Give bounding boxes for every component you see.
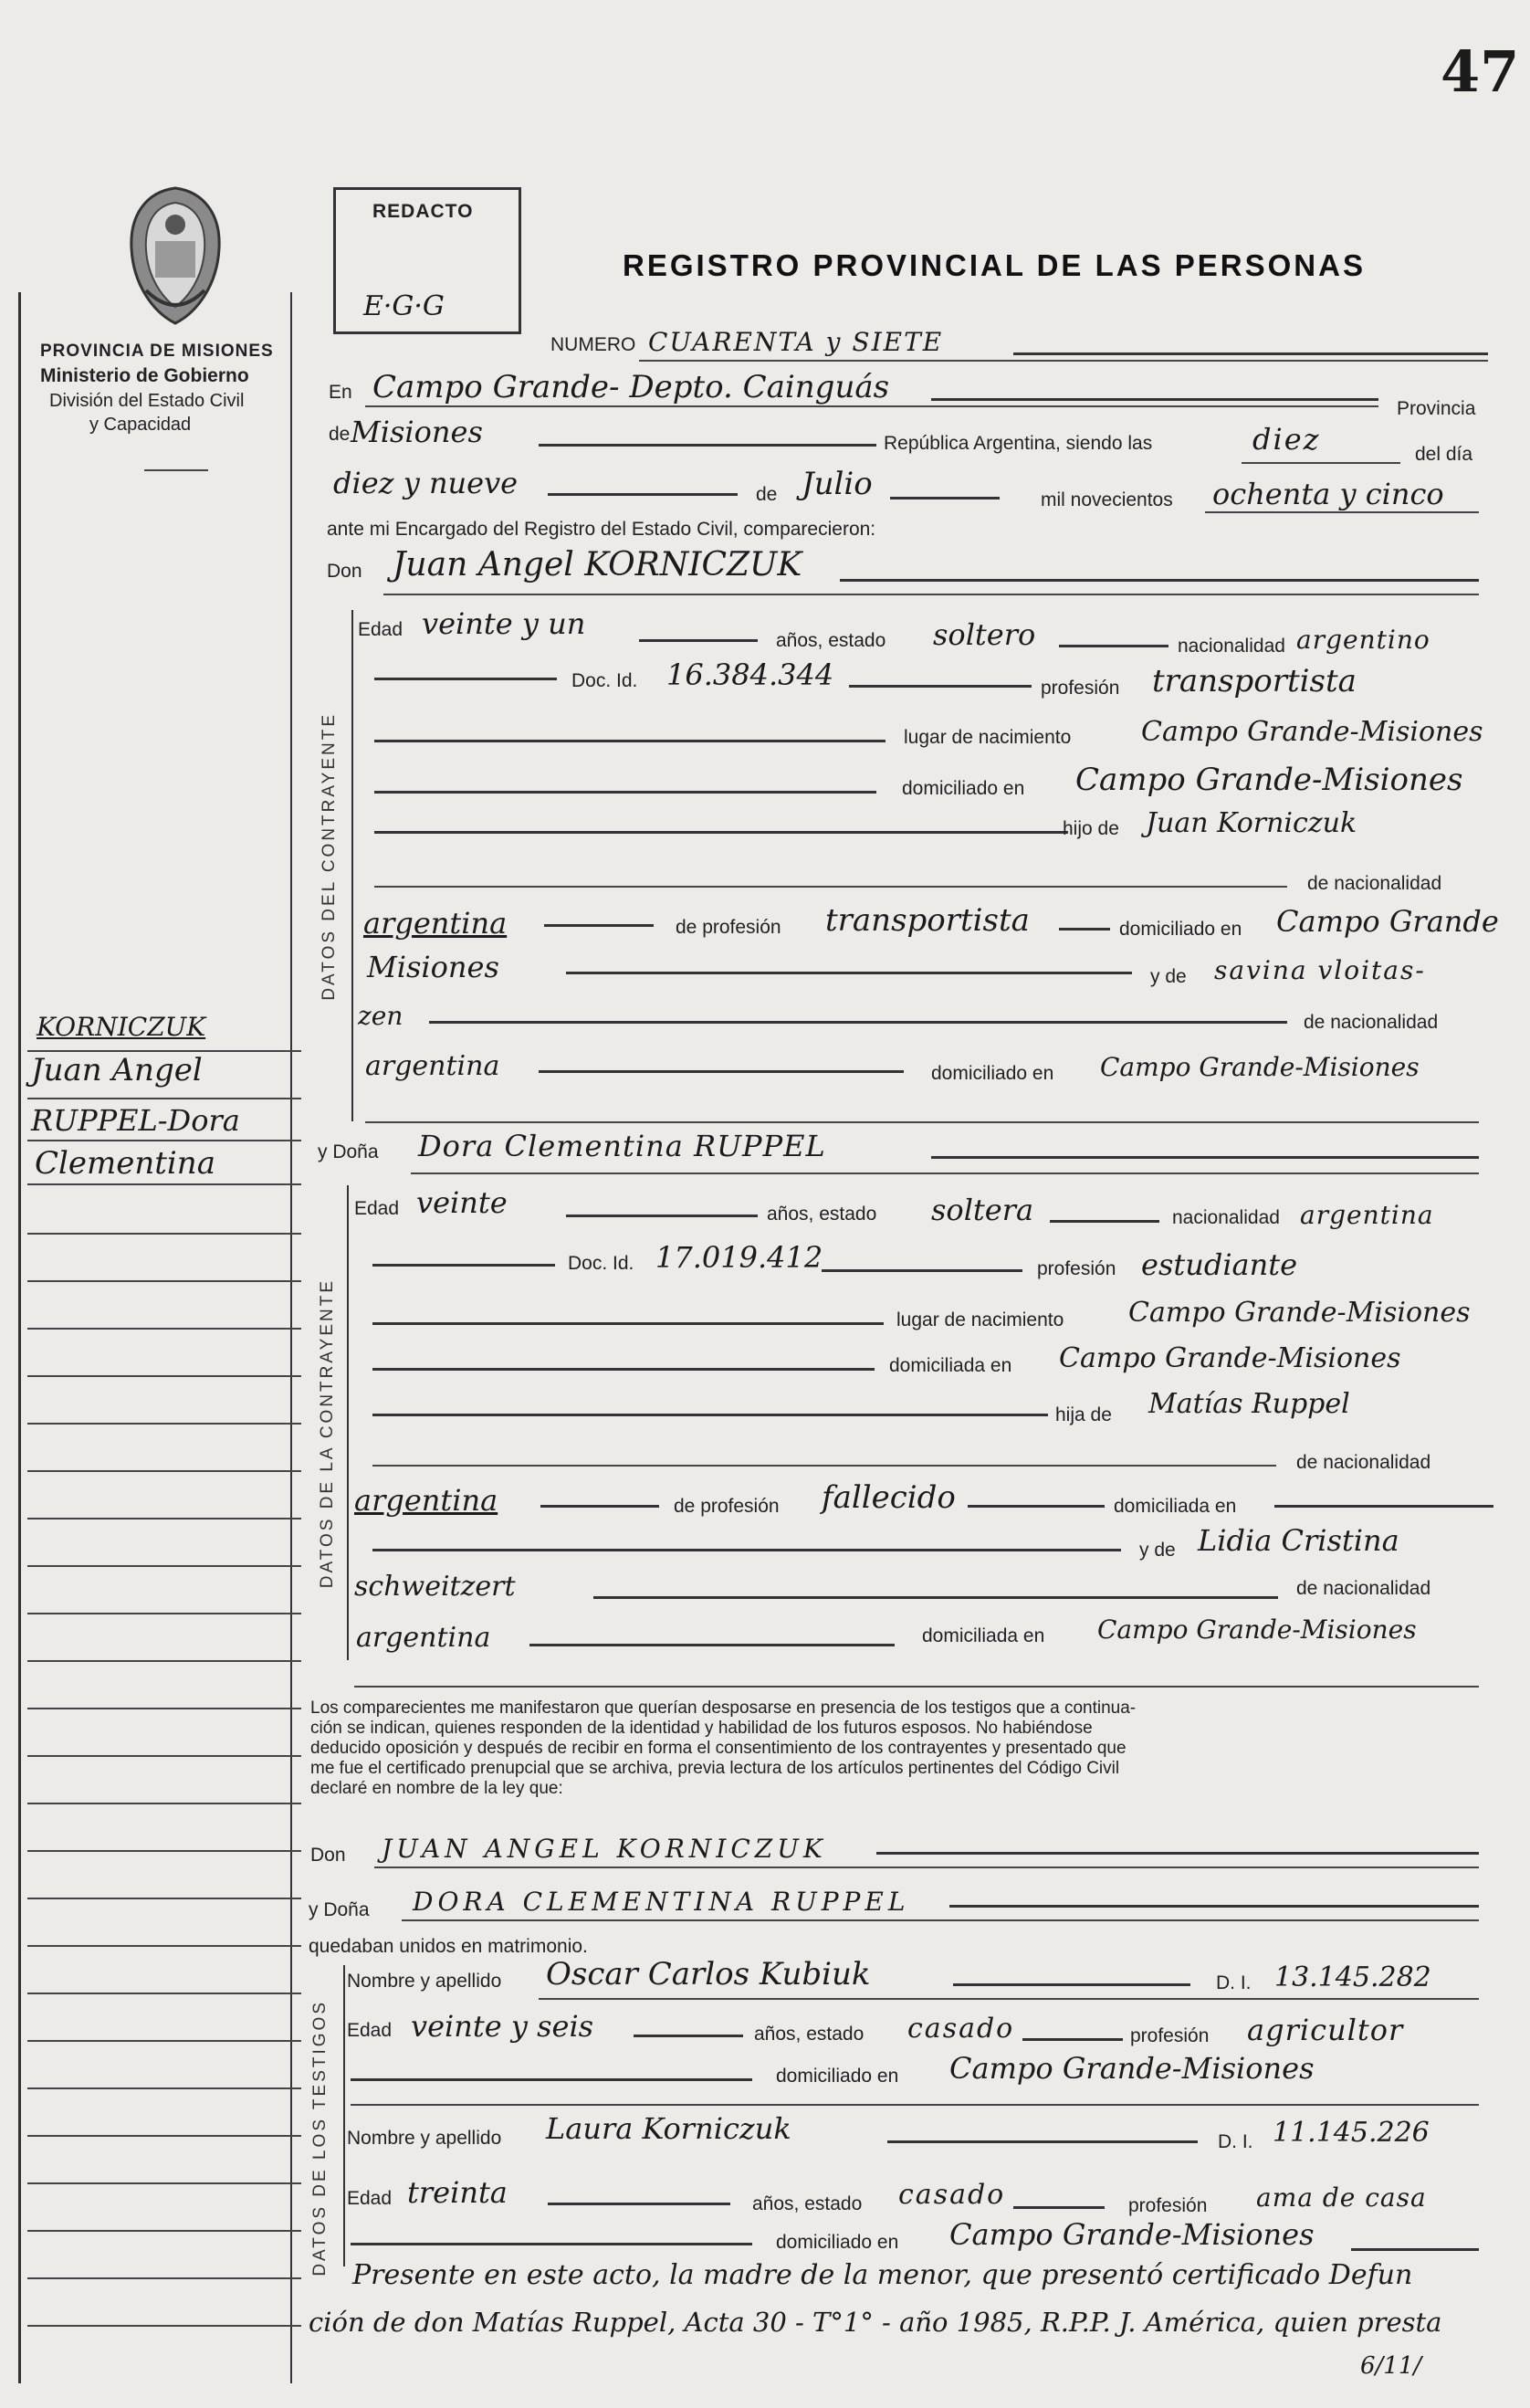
w1-dom-label: domiciliado en (776, 2066, 899, 2087)
groom-edad-label: Edad (358, 619, 403, 640)
groom-nacionalidad: argentino (1296, 625, 1430, 655)
groom-doc: 16.384.344 (666, 657, 834, 692)
w1-prof-label: profesión (1130, 2025, 1210, 2046)
w2-di-label: D. I. (1218, 2131, 1253, 2152)
declaration-dona-label: y Doña (309, 1899, 370, 1920)
bride-hija-label: hija de (1055, 1404, 1112, 1425)
w1-anos-label: años, estado (754, 2024, 865, 2045)
bride-mother-dom-label: domiciliada en (922, 1625, 1045, 1646)
note-line-1: Presente en este acto, la madre de la menor, que presentó certificado Defun (352, 2259, 1413, 2291)
groom-father-dom-label: domiciliado en (1119, 919, 1242, 940)
w2-dom-label: domiciliado en (776, 2232, 899, 2253)
office-province: PROVINCIA DE MISIONES (40, 342, 274, 361)
place-value: Campo Grande- Depto. Cainguás (372, 369, 890, 405)
bride-anos-label: años, estado (767, 1204, 877, 1225)
groom-domicilio: Campo Grande-Misiones (1075, 762, 1463, 798)
redacto-stamp (333, 187, 521, 334)
w1-name: Oscar Carlos Kubiuk (546, 1956, 871, 1993)
groom-de-prof-label: de profesión (676, 917, 781, 938)
w1-edad: veinte y seis (411, 2009, 594, 2044)
bride-father-nac: argentina (354, 1483, 498, 1518)
bride-mother: Lidia Cristina (1198, 1523, 1399, 1558)
declaration-line: me fue el certificado prenupcial que se archiva, previa lectura de los artículos pertinentes del Código Civil (310, 1759, 1120, 1778)
note-footnote: 6/11/ (1360, 2352, 1422, 2380)
bride-father-dom-label: domiciliada en (1114, 1496, 1237, 1517)
groom-mother-dom: Campo Grande-Misiones (1100, 1052, 1420, 1082)
declaration-quedaban: quedaban unidos en matrimonio. (309, 1936, 588, 1957)
groom-lugar-label: lugar de nacimiento (904, 727, 1072, 748)
de2-label: de (756, 484, 778, 505)
bride-lugar: Campo Grande-Misiones (1128, 1297, 1471, 1329)
bride-father: Matías Ruppel (1148, 1388, 1350, 1420)
w2-estado: casado (898, 2179, 1006, 2211)
month-value: Julio (802, 466, 873, 502)
declaration-line: Los comparecientes me manifestaron que querían desposarse en presencia de los testigos que a continua- (310, 1698, 1137, 1718)
bride-de-prof-label: de profesión (674, 1496, 780, 1517)
w1-nombre-label: Nombre y apellido (347, 1971, 502, 1992)
groom-y-de-label: y de (1150, 966, 1187, 987)
declaration-bride: DORA CLEMENTINA RUPPEL (413, 1887, 910, 1917)
bride-profesion: estudiante (1141, 1247, 1298, 1282)
document-title: REGISTRO PROVINCIAL DE LAS PERSONAS (623, 248, 1366, 282)
w2-di: 11.145.226 (1273, 2117, 1430, 2149)
groom-name: Juan Angel KORNICZUK (393, 546, 802, 584)
groom-nac-label: nacionalidad (1178, 636, 1285, 657)
bride-de-nac2-label: de nacionalidad (1296, 1578, 1431, 1599)
office-division: División del Estado Civil (49, 391, 245, 411)
bride-y-de-label: y de (1139, 1540, 1176, 1561)
w2-domicilio: Campo Grande-Misiones (949, 2217, 1315, 2252)
bride-mother-dom: Campo Grande-Misiones (1097, 1614, 1417, 1645)
w1-edad-label: Edad (347, 2020, 393, 2041)
office-division-2: y Capacidad (89, 415, 192, 435)
bride-dona-label: y Doña (318, 1141, 379, 1162)
bride-lugar-label: lugar de nacimiento (896, 1309, 1064, 1330)
bride-nacionalidad: argentina (1300, 1200, 1434, 1230)
bride-de-nac-label: de nacionalidad (1296, 1452, 1431, 1473)
bride-estado: soltera (931, 1193, 1034, 1227)
w2-prof-label: profesión (1128, 2195, 1208, 2216)
margin-name-groom: Juan Angel (31, 1052, 203, 1088)
province-value: Misiones (351, 415, 483, 449)
de-label: de (329, 424, 351, 445)
groom-mother-2: zen (358, 1001, 403, 1031)
groom-mother-nac: argentina (365, 1050, 500, 1082)
groom-hijo-label: hijo de (1063, 818, 1119, 839)
groom-side-label: DATOS DEL CONTRAYENTE (320, 712, 339, 1001)
bride-doc-label: Doc. Id. (568, 1253, 634, 1274)
year-value: ochenta y cinco (1212, 477, 1444, 511)
declaration-groom: JUAN ANGEL KORNICZUK (382, 1834, 827, 1864)
provincia-label: Provincia (1397, 398, 1476, 419)
groom-father-nac: argentina (363, 906, 508, 941)
groom-father-prof: transportista (825, 902, 1030, 939)
bride-edad-label: Edad (354, 1198, 400, 1219)
office-ministry: Ministerio de Gobierno (40, 365, 249, 386)
day-value: diez y nueve (333, 466, 519, 500)
groom-de-nac-label: de nacionalidad (1307, 873, 1442, 894)
bride-prof-label: profesión (1037, 1258, 1116, 1279)
w1-di-label: D. I. (1216, 1972, 1252, 1993)
year-label: mil novecientos (1041, 489, 1173, 510)
bride-edad: veinte (416, 1185, 508, 1220)
bride-mother-2: schweitzert (354, 1571, 516, 1603)
w1-di: 13.145.282 (1274, 1961, 1431, 1993)
w2-edad: treinta (407, 2175, 508, 2210)
groom-father-dom-2: Misiones (367, 950, 499, 984)
w2-edad-label: Edad (347, 2188, 393, 2209)
w1-profesion: agricultor (1247, 2013, 1404, 2047)
groom-de-nac2-label: de nacionalidad (1304, 1012, 1439, 1033)
bride-dom-label: domiciliada en (889, 1355, 1012, 1376)
groom-mother-dom-label: domiciliado en (931, 1063, 1054, 1084)
w2-nombre-label: Nombre y apellido (347, 2128, 502, 2149)
bride-domicilio: Campo Grande-Misiones (1059, 1342, 1401, 1374)
groom-father-dom: Campo Grande (1276, 904, 1499, 939)
groom-edad: veinte y un (422, 606, 586, 641)
bride-nac-label: nacionalidad (1172, 1207, 1280, 1228)
declaration-don-label: Don (310, 1845, 346, 1866)
hour-value: diez (1252, 422, 1321, 457)
w1-domicilio: Campo Grande-Misiones (949, 2051, 1315, 2086)
declaration-line: ción se indican, quienes responden de la identidad y habilidad de los futuros esposos. No habiéndose (310, 1719, 1093, 1738)
groom-anos-label: años, estado (776, 630, 886, 651)
witnesses-side-label: DATOS DE LOS TESTIGOS (310, 2000, 330, 2277)
groom-mother: savina vloitas- (1214, 955, 1426, 985)
coat-of-arms-emblem (119, 183, 233, 329)
groom-father: Juan Korniczuk (1146, 807, 1357, 839)
note-line-2: ción de don Matías Ruppel, Acta 30 - T°1° - año 1985, R.P.P. J. América, quien presta (309, 2307, 1442, 2338)
groom-lugar: Campo Grande-Misiones (1141, 716, 1483, 748)
groom-estado: soltero (933, 617, 1036, 652)
w2-profesion: ama de casa (1256, 2182, 1427, 2213)
groom-profesion: transportista (1152, 663, 1357, 699)
bride-mother-nac: argentina (356, 1622, 491, 1654)
declaration-line: deducido oposición y después de recibir en forma el consentimiento de los contrayentes y presentado que (310, 1739, 1127, 1758)
bride-father-prof: fallecido (822, 1479, 956, 1516)
page-number: 47 (1441, 38, 1520, 105)
en-label: En (329, 382, 352, 403)
groom-dom-label: domiciliado en (902, 778, 1025, 799)
numero-label: NUMERO (550, 334, 636, 355)
margin-surname-bride: RUPPEL-Dora (31, 1103, 240, 1138)
margin-surname-groom: KORNICZUK (37, 1012, 206, 1042)
bride-doc: 17.019.412 (655, 1240, 823, 1275)
del-dia-label: del día (1415, 444, 1473, 465)
numero-value: CUARENTA y SIETE (648, 327, 944, 357)
w1-estado: casado (907, 2013, 1015, 2045)
stamp-initials: E·G·G (363, 290, 445, 322)
groom-don-label: Don (327, 561, 362, 582)
groom-prof-label: profesión (1041, 678, 1120, 699)
w2-anos-label: años, estado (752, 2193, 863, 2214)
republica-label: República Argentina, siendo las (884, 433, 1153, 454)
stamp-label: REDACTO (372, 201, 474, 222)
bride-name: Dora Clementina RUPPEL (418, 1129, 826, 1163)
bride-side-label: DATOS DE LA CONTRAYENTE (318, 1278, 337, 1589)
margin-name-bride: Clementina (35, 1145, 215, 1182)
w2-name: Laura Korniczuk (546, 2111, 791, 2146)
ante-text: ante mi Encargado del Registro del Estado Civil, comparecieron: (327, 519, 876, 540)
declaration-line: declaré en nombre de la ley que: (310, 1779, 563, 1798)
groom-doc-label: Doc. Id. (571, 670, 638, 691)
